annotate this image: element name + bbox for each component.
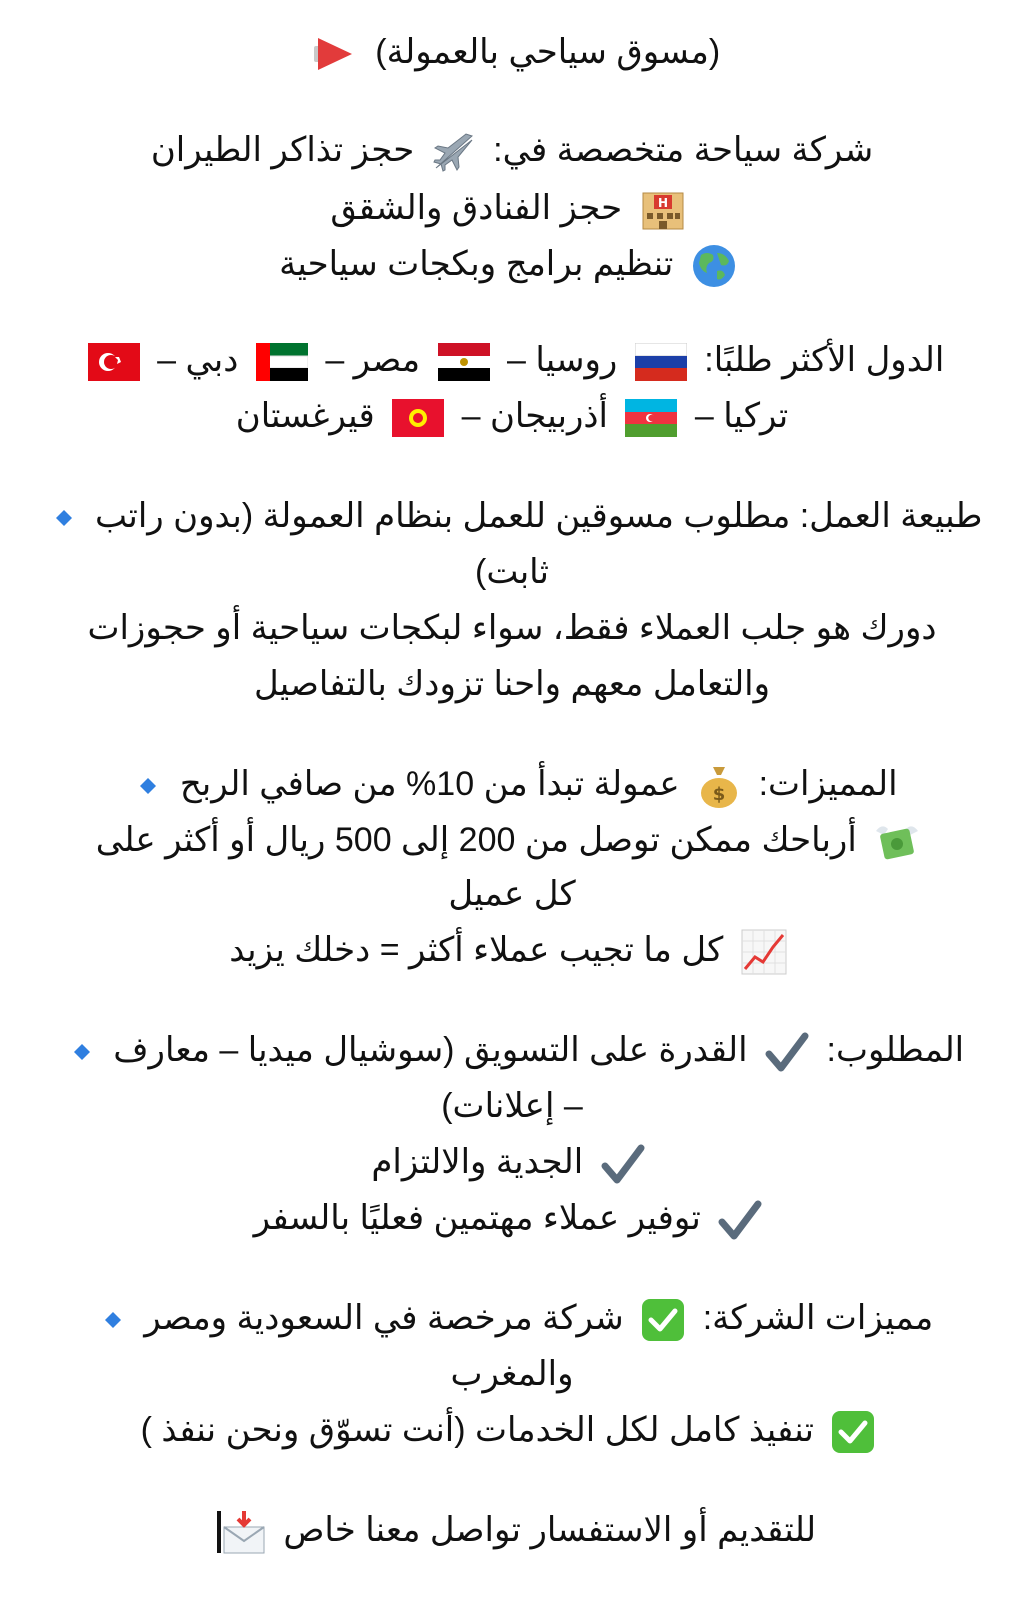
company-licensed: شركة مرخصة في السعودية ومصر (144, 1299, 624, 1337)
features-income: كل ما تجيب عملاء أكثر = دخلك يزيد (229, 931, 724, 969)
job-nature-line-1 (20, 494, 1004, 538)
contact-line (40, 1508, 984, 1555)
country-russia: روسيا – (507, 341, 618, 379)
company-line-2 (40, 1352, 984, 1396)
blue-diamond-icon (56, 510, 72, 526)
check-mark-icon (601, 1142, 645, 1186)
check-mark-icon (718, 1198, 762, 1242)
russia-flag-icon (635, 343, 687, 381)
azerbaijan-flag-icon (625, 399, 677, 437)
requirements-clients: توفير عملاء مهتمين فعليًا بالسفر (253, 1199, 701, 1237)
airplane-icon (432, 132, 476, 172)
country-dubai: دبي – (157, 341, 239, 379)
contact-text: للتقديم أو الاستفسار تواصل معنا خاص (283, 1511, 817, 1549)
job-nature-line-2 (40, 550, 984, 594)
megaphone-icon (312, 34, 358, 74)
requirements-line-4 (40, 1196, 984, 1242)
country-egypt: مصر – (325, 341, 421, 379)
turkey-flag-icon (88, 343, 140, 381)
country-turkey: تركيا – (694, 397, 789, 435)
job-nature-text-3: دورك هو جلب العملاء فقط، سواء لبكجات سياحية أو حجوزات (87, 609, 937, 647)
features-per-client: كل عميل (448, 875, 576, 913)
job-nature-line-4 (40, 662, 984, 706)
check-mark-icon (765, 1030, 809, 1074)
features-line-4 (40, 928, 984, 975)
blue-diamond-icon (140, 778, 156, 794)
uae-flag-icon (256, 343, 308, 381)
company-execution-close: ) (140, 1411, 152, 1449)
features-earnings: أرباحك ممكن توصل من 200 إلى 500 ريال أو أكثر على (95, 821, 857, 859)
job-nature-line-3 (40, 606, 984, 650)
services-packages-line (40, 242, 984, 289)
requirements-line-3 (40, 1140, 984, 1186)
inbox-tray-icon (216, 1509, 266, 1555)
page-title: (مسوق سياحي بالعمولة) (375, 33, 721, 71)
company-morocco: والمغرب (450, 1355, 574, 1393)
requirements-line-1 (30, 1028, 994, 1074)
hotel-icon (640, 189, 686, 231)
egypt-flag-icon (438, 343, 490, 381)
title-line (40, 30, 984, 74)
countries-intro: الدول الأكثر طلبًا: (704, 341, 945, 379)
country-azerbaijan: أذربيجان – (461, 397, 608, 435)
services-flights: حجز تذاكر الطيران (150, 131, 415, 169)
requirements-intro: المطلوب: (826, 1031, 965, 1069)
blue-diamond-icon (105, 1312, 121, 1328)
blue-diamond-icon (74, 1044, 90, 1060)
features-line-1 (40, 762, 984, 809)
requirements-line-2 (40, 1084, 984, 1128)
chart-increasing-icon (741, 929, 787, 975)
requirements-commitment: الجدية والالتزام (371, 1143, 584, 1181)
job-nature-text-1: طبيعة العمل: مطلوب مسوقين للعمل بنظام العمولة (بدون راتب (94, 497, 983, 535)
requirements-marketing: القدرة على التسويق (سوشيال ميديا – معارف (113, 1031, 748, 1069)
countries-line-1 (30, 338, 994, 382)
features-line-3 (40, 872, 984, 916)
company-execution: تنفيذ كامل لكل الخدمات (أنت تسوّق ونحن ننفذ (161, 1411, 814, 1449)
services-hotels-line (40, 186, 984, 231)
company-line-3 (40, 1408, 984, 1454)
services-flights-line (40, 128, 984, 172)
company-intro: مميزات الشركة: (702, 1299, 934, 1337)
svg-text:H: H (657, 196, 668, 211)
money-with-wings-icon (874, 821, 920, 863)
features-line-2 (30, 818, 994, 863)
countries-line-2 (40, 394, 984, 438)
services-intro: شركة سياحة متخصصة في: (493, 131, 874, 169)
green-check-box-icon (831, 1410, 875, 1454)
job-nature-text-2: ثابت) (475, 553, 549, 591)
job-nature-text-4: والتعامل معهم واحنا تزودك بالتفاصيل (253, 665, 771, 703)
green-check-box-icon (641, 1298, 685, 1342)
features-intro: المميزات: (758, 765, 898, 803)
company-line-1 (40, 1296, 984, 1342)
features-commission: عمولة تبدأ من 10% من صافي الربح (179, 765, 680, 803)
requirements-ads: – إعلانات) (441, 1087, 583, 1125)
svg-text:$: $ (712, 784, 726, 806)
services-hotels: حجز الفنادق والشقق (330, 189, 623, 227)
globe-icon (691, 243, 737, 289)
country-kyrgyzstan: قيرغستان (235, 397, 375, 435)
kyrgyzstan-flag-icon (392, 399, 444, 437)
services-packages: تنظيم برامج وبكجات سياحية (279, 245, 674, 283)
money-bag-icon (697, 763, 741, 809)
